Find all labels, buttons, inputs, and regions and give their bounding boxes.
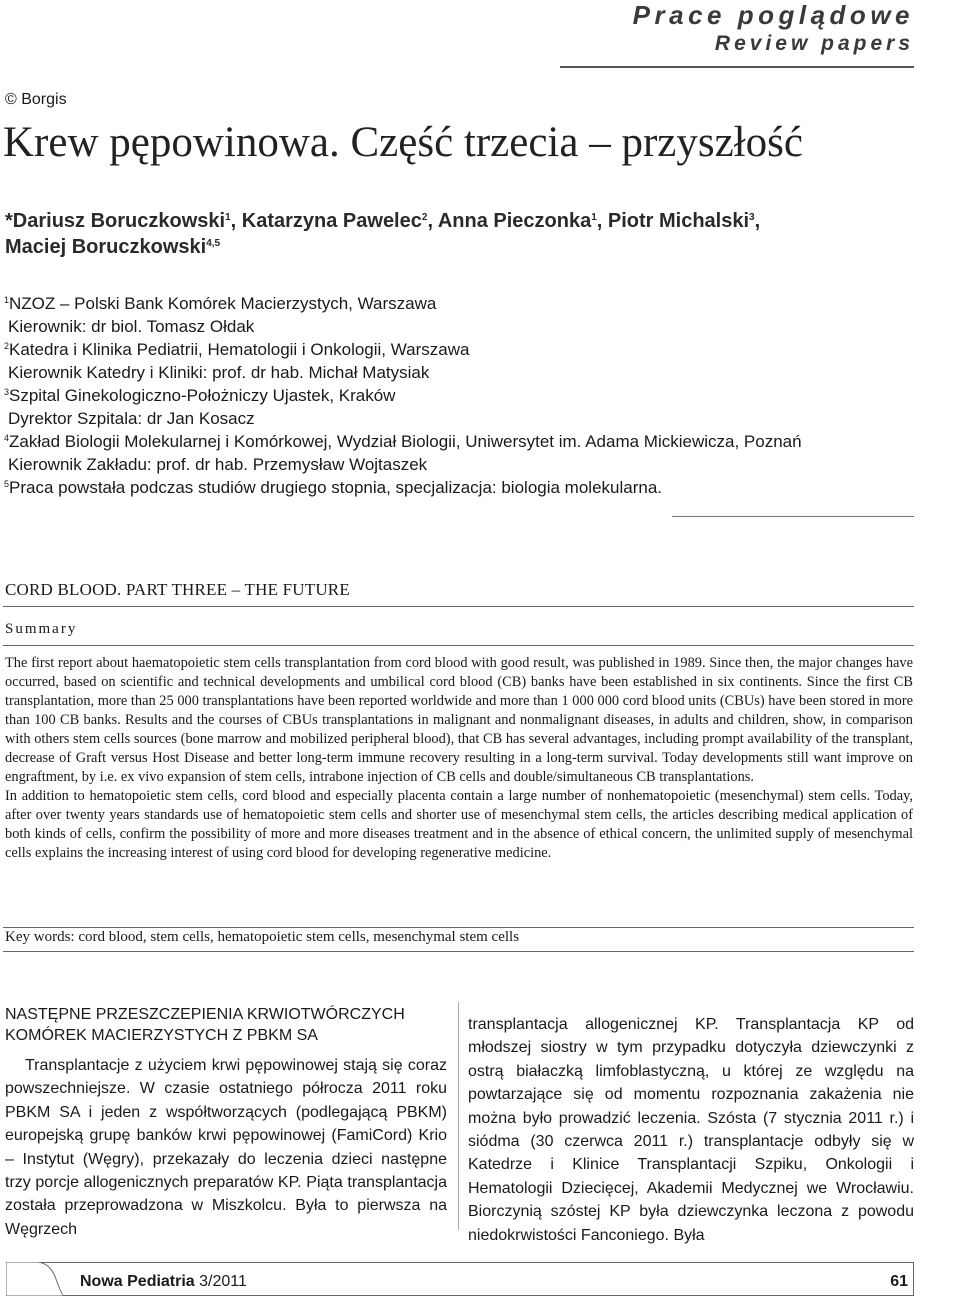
affiliation-number: 5 <box>4 479 10 489</box>
body-column-left <box>5 1054 447 1241</box>
author-name: *Dariusz Boruczkowski <box>5 210 226 232</box>
affiliation-text: Zakład Biologii Molekularnej i Komórkowej, Wydział Biologii, Uniwersytet im. Adama Mickiewicza, Poznań <box>9 432 802 451</box>
affiliation-head: Kierownik Katedry i Kliniki: prof. dr hab. Michał Matysiak <box>8 363 430 382</box>
divider <box>3 645 914 646</box>
journal-issue: 3/2011 <box>194 1273 247 1290</box>
author-name: Maciej Boruczkowski <box>5 236 207 258</box>
summary-paragraph: The first report about haematopoietic stem cells transplantation from cord blood with good result, was published in 1989. Since then, the major changes have occurred, based on scientific and technical developments and umbilical cord blood (CB) banks have been established in six continents. Since the first CB transplantation, more than 25 000 transplantations have been reported worldwide and more than 1 000 000 cord blood units (CBUs) have been stored in more than 100 CB banks. Results and the courses of CBUs transplantations in malignant and nonmalignant diseases, in adults and children, show, in comparison with others stem cells sources (bone marrow and mobilized peripheral blood), that CB has several advantages, including prompt availability of the transplant, decrease of Graft versus Host Disease and better long-term immune recovery resulting in a long-term survival. Today developments still want improve on engraftment, by i.e. ex vivo expansion of stem cells, intrabone injection of CB cells and double/simultaneous CB transplantations. <box>5 655 913 785</box>
affiliation-number: 2 <box>4 341 10 351</box>
affiliation-head: Kierownik: dr biol. Tomasz Ołdak <box>8 317 255 336</box>
divider <box>3 927 914 928</box>
author-affiliation-ref: 2 <box>421 212 428 223</box>
summary-paragraph: In addition to hematopoietic stem cells, cord blood and especially placenta contain a large number of nonhematopoietic (mesenchymal) stem cells. Today, after over twenty years standards use of hematopoietic stem cells and shorter use of mesenchymal stem cells, the articles describing medical application of both kinds of cells, confirm the possibility of more and more diseases treatment and in the absence of ethical concern, the unlimited supply of mesenchymal cells explains the increasing interest of using cord blood for developing regenerative medicine. <box>5 788 913 861</box>
section-label-english: Review papers <box>714 32 914 55</box>
section-heading: NASTĘPNE PRZESZCZEPIENIA KRWIOTWÓRCZYCH KOMÓREK MACIERZYSTYCH Z PBKM SA <box>5 1006 405 1044</box>
column-divider <box>458 1002 459 1230</box>
summary-heading: Summary <box>5 621 78 637</box>
page-number: 61 <box>890 1273 908 1290</box>
divider <box>3 951 914 952</box>
footer-tab-shape <box>6 1262 64 1296</box>
author-name: Anna Pieczonka <box>437 210 592 232</box>
section-label: Prace poglądowe <box>632 0 914 30</box>
affiliation-text: Szpital Ginekologiczno-Położniczy Ujastek, Kraków <box>9 386 396 405</box>
keywords: Key words: cord blood, stem cells, hematopoietic stem cells, mesenchymal stem cells <box>5 929 520 945</box>
author-separator: , <box>754 210 761 232</box>
affiliation-head: Kierownik Zakładu: prof. dr hab. Przemysław Wojtaszek <box>8 455 428 474</box>
affiliation-head: Dyrektor Szpitala: dr Jan Kosacz <box>8 409 255 428</box>
author-name: Piotr Michalski <box>607 210 750 232</box>
affiliation-item <box>4 292 924 315</box>
affiliation-item <box>4 384 924 407</box>
author-name: Katarzyna Pawelec <box>241 210 422 232</box>
header-rule <box>560 66 914 68</box>
affiliation-number: 3 <box>4 387 10 397</box>
english-title: CORD BLOOD. PART THREE – THE FUTURE <box>5 580 350 599</box>
author-separator: , <box>596 210 608 232</box>
divider <box>3 606 914 607</box>
article-title: Krew pępowinowa. Część trzecia – przyszłość <box>3 119 803 166</box>
author-affiliation-ref: 4,5 <box>206 238 221 249</box>
affiliation-text: Praca powstała podczas studiów drugiego stopnia, specjalizacja: biologia molekularna. <box>9 478 663 497</box>
author-affiliation-ref: 3 <box>749 212 755 223</box>
affiliation-text: NZOZ – Polski Bank Komórek Macierzystych, Warszawa <box>9 294 437 313</box>
summary-text <box>5 654 913 863</box>
journal-title: Nowa Pediatria <box>80 1273 195 1290</box>
affiliation-item <box>4 476 924 499</box>
affiliation-item <box>4 338 924 361</box>
affiliation-rule <box>672 516 914 517</box>
journal-name <box>80 1273 247 1291</box>
author-separator: , <box>230 210 242 232</box>
body-column-right: transplantacja allogenicznej KP. Transplantacja KP od młodszej siostry w tym przypadku dotyczyła dziewczynki z ostrą białaczką limfoblastyczną, u której ze względu na powtarzające się od momentu rozpoznania zakażenia nie można było prowadzić leczenia. Szósta (7 stycznia 2011 r.) i siódma (30 czerwca 2011 r.) transplantacje odbyły się w Katedrze i Klinice Transplantacji Szpiku, Onkologii i Hematologii Dziecięcej, Akademii Medycznej we Wrocławiu. Biorczynią szóstej KP była dziewczynka leczona z powodu niedokrwistości Fanconiego. Była <box>468 1016 914 1244</box>
publisher-label: © Borgis <box>5 91 67 108</box>
affiliation-item <box>4 430 924 453</box>
affiliation-number: 1 <box>4 295 10 305</box>
affiliation-number: 4 <box>4 433 10 443</box>
author-affiliation-ref: 1 <box>591 212 597 223</box>
author-list <box>5 208 915 260</box>
affiliation-list <box>4 292 924 499</box>
body-text: Transplantacje z użyciem krwi pępowinowej stają się coraz powszechniejsze. W czasie ostatniego półrocza 2011 roku PBKM SA i jeden z współtworzących (podlegającą PBKM) europejską grupę banków krwi pępowinowej (FamiCord) Krio – Instytut (Węgry), przekazały do leczenia dzieci następne trzy porcje allogenicznych preparatów KP. Piąta transplantacja została przeprowadzona w Miszkolcu. Była to pierwsza na Węgrzech <box>5 1057 447 1238</box>
author-affiliation-ref: 1 <box>225 212 231 223</box>
affiliation-text: Katedra i Klinika Pediatrii, Hematologii i Onkologii, Warszawa <box>9 340 470 359</box>
author-separator: , <box>427 210 438 232</box>
